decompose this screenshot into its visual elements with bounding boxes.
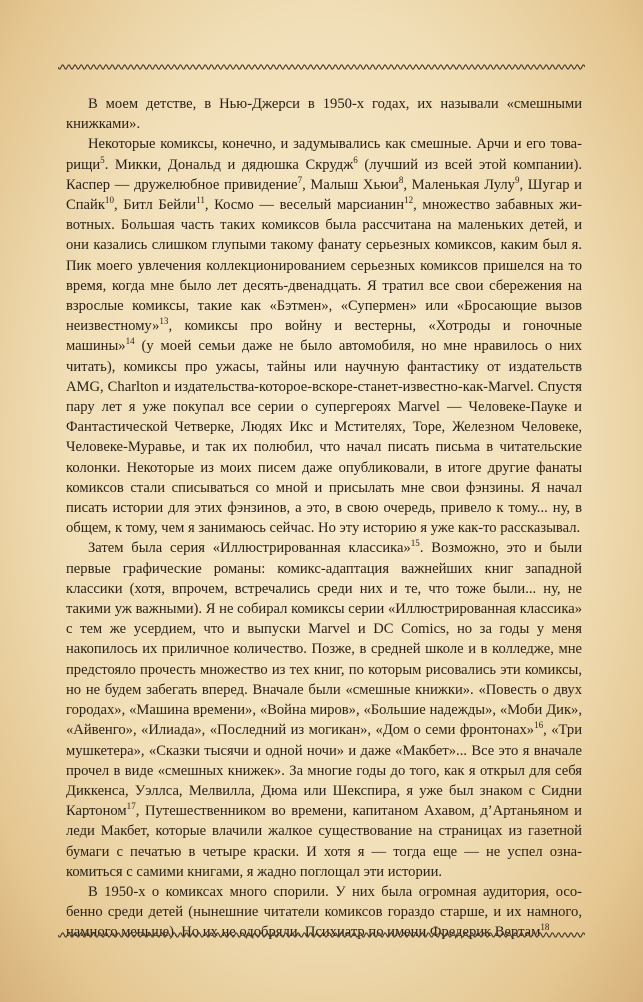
paragraph-text: , Битл Бейли xyxy=(113,197,197,214)
paragraph-text: В 1950-х о комиксах много спорили. У них была огромная аудитория, особенно среди детей (нынешние читатели комиксов гораздо старше, и их намного, намного меньше). Но их не одобряли. Психиатр по имени Фредерик Вертам xyxy=(66,883,582,941)
paragraph-text: (лучший из всей этой компании). Каспер — дружелюбное привидение xyxy=(66,156,582,193)
footnote-marker: 18 xyxy=(540,922,550,933)
paragraph-text: . Возможно, это и были первые графические романы: комикс-адаптация важнейших книг западной классики (хотя, впрочем, встречались среди них и те, что тоже были... ну, не такими уж важными). Я не собирал комиксы серии «Иллюстрированная классика» с тем же усердием, что и выпуски Marvel и DC Comics, но за годы у меня накопилось их приличное количество. Позже, в средней школе и в колледже, мне предстояло прочесть множество из тех книг, по которым рисовались эти комиксы, но не будем забегать вперед. Вначале были «смешные книжки». «Повесть о двух городах», «Машина времени», «Война миров», «Большие надежды», «Моби Дик», «Айвенго», «Илиада», «Последний из могикан», «Дом о семи фронтонах» xyxy=(66,540,582,739)
paragraph-text: (у моей семьи даже не было автомобиля, но мне нравилось о них читать), комиксы про ужасы, тайны или научную фантастику от издательств AMG, Charlton и издательства-которое-вскоре-станет-известно-как-Marvel. Спустя пару лет я уже покупал все серии о супергероях Marvel — Человеке-Пауке и Фантастической Четверке, Людях Икс и Мстителях, Торе, Железном Человеке, Человеке-Муравье, и так их полюбил, что начал писать письма в читательские колонки. Некоторые из моих писем даже опубликовали, в итоге другие фанаты комиксов стали списываться со мной и присылать мне свои фэнзины. Я начал писать истории для этих фэнзинов, а это, в свою очередь, привело к тому... ну, в общем, к тому, чем я занимаюсь сейчас. Но эту историю я уже как-то рассказывал. xyxy=(66,338,582,537)
footnote-marker: 11 xyxy=(196,195,205,206)
top-ornament-divider xyxy=(58,62,585,72)
paragraph-text: , «Три мушкетера», «Сказки тысячи и одной ночи» и даже «Макбет»... Все это я вначале прочел в виде «смешных книжек». За многие годы до того, как я открыл для себя Диккенса, Уэллса, Мелвилла, Дюма или Шекспира, я уже был знаком с Сидни Картоном xyxy=(66,722,583,820)
body-text xyxy=(66,94,582,943)
footnote-marker: 10 xyxy=(104,195,114,206)
footnote-marker: 17 xyxy=(126,801,136,812)
paragraph-text: , комиксы про войну и вестерны, «Хотроды и гоночные машины» xyxy=(66,318,582,355)
paragraph-text: . Микки, Дональд и дядюшка Скрудж xyxy=(104,156,354,173)
paragraph-text: , множество забавных животных. Большая часть таких комиксов была рассчитана на маленьких детей, и они казались слишком глупыми такому фанату серьезных комиксов, каким был я. Пик моего увлечения коллекционированием серьезных комиксов пришелся на то время, когда мне было лет десять-двенадцать. Я тратил все свои сбережения на взрослые комиксы, такие как «Бэтмен», «Супермен» или «Бросающие вызов неизвестному» xyxy=(66,197,583,335)
paragraph-text: Некоторые комиксы, конечно, и задумывались как смешные. Арчи и его товарищи xyxy=(66,136,582,173)
footnote-marker: 12 xyxy=(404,195,414,206)
paragraph-text: , Путешественником во времени, капитаном Ахавом, д’Артаньяном и леди Макбет, которые влачили жалкое существование на страницах из газетной бумаги с печатью в четыре краски. И хотя я — тогда еще — не успел ознакомиться с самими книгами, я жадно поглощал эти истории. xyxy=(66,803,582,880)
footnote-marker: 16 xyxy=(534,720,544,731)
paragraph-text: , Космо — веселый марсианин xyxy=(204,197,405,214)
footnote-marker: 6 xyxy=(353,154,358,165)
paragraph-text: , Шугар и Спайк xyxy=(66,176,582,214)
paragraph xyxy=(66,134,582,538)
footnote-marker: 9 xyxy=(514,174,520,185)
paragraph-text: Затем была серия «Иллюстрированная классика» xyxy=(88,540,411,557)
footnote-marker: 7 xyxy=(297,174,303,185)
bottom-ornament-divider xyxy=(58,930,585,940)
paragraph-text: В моем детстве, в Нью-Джерси в 1950-х годах, их называли «смешными книжками». xyxy=(66,96,582,133)
footnote-marker: 8 xyxy=(398,174,404,185)
footnote-marker: 14 xyxy=(125,336,135,347)
footnote-marker: 13 xyxy=(159,316,169,327)
footnote-marker: 15 xyxy=(410,538,420,549)
paragraph xyxy=(66,94,582,134)
footnote-marker: 5 xyxy=(100,154,105,165)
paragraph xyxy=(66,538,582,881)
paragraph-text: , Малыш Хьюи xyxy=(302,176,399,193)
paragraph-text: , Маленькая Лулу xyxy=(403,176,515,193)
